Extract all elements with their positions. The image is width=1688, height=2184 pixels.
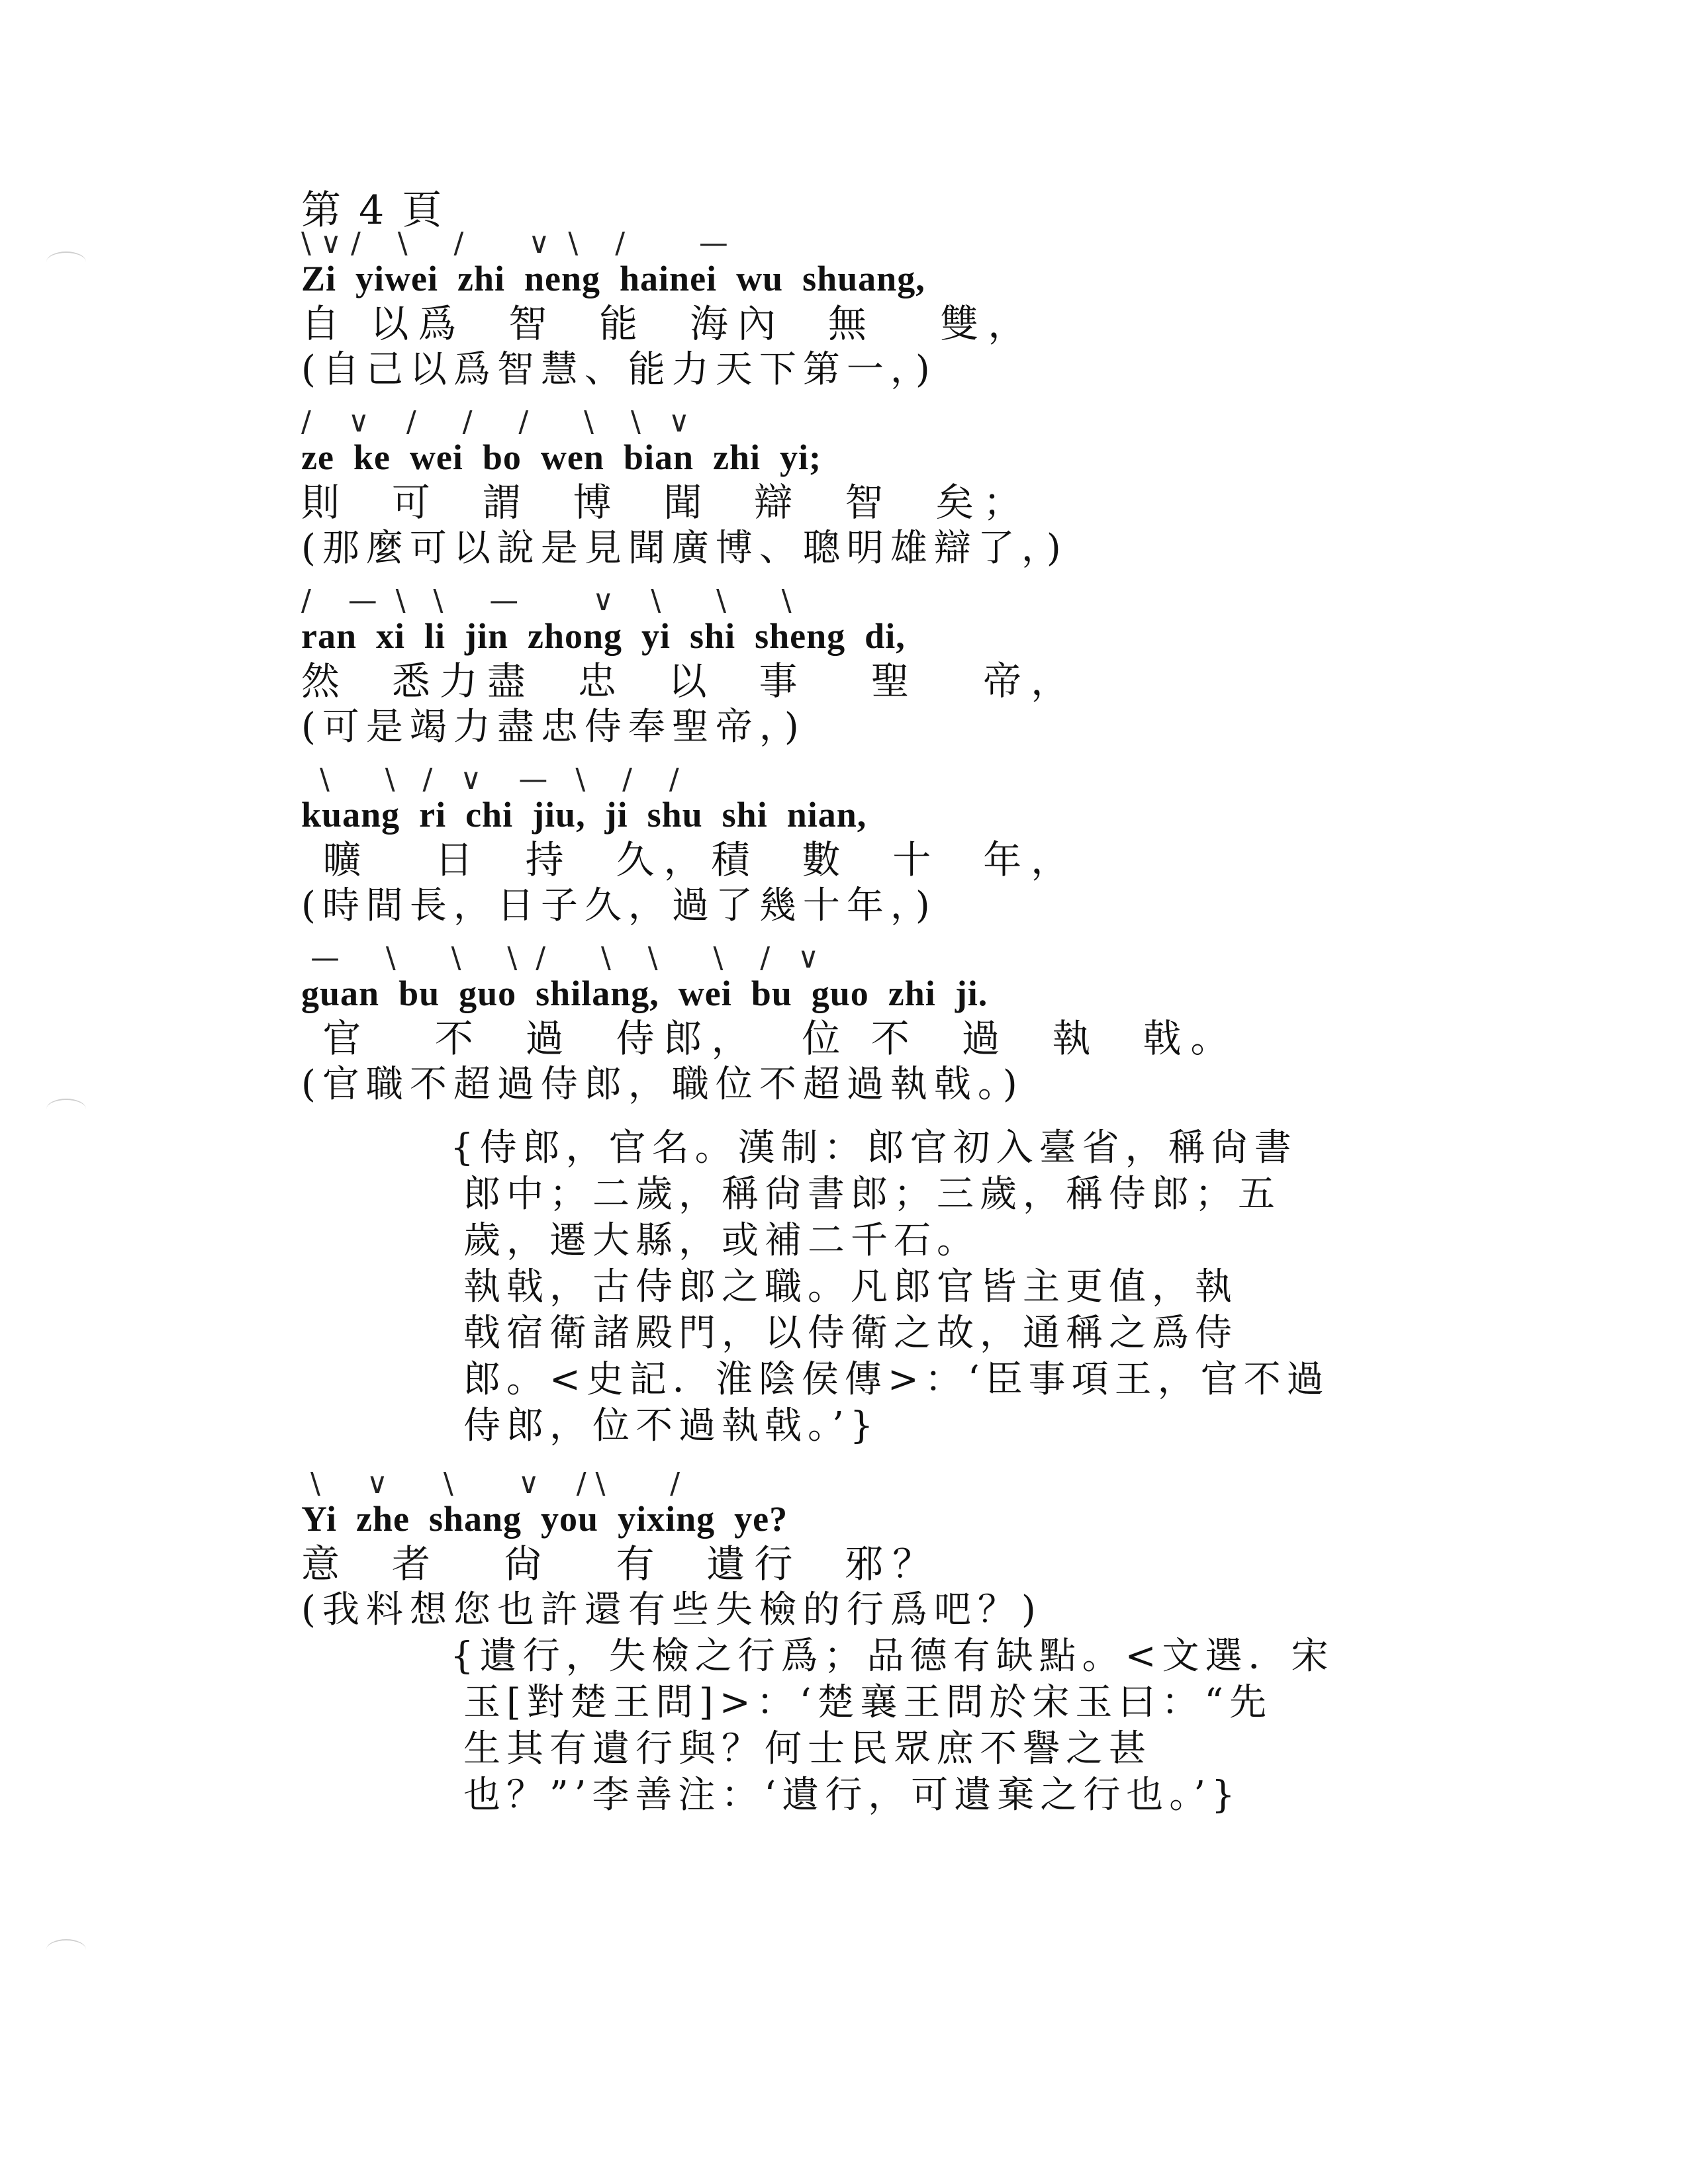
tone-marks: — \ \ \ / \ \ \ / ∨ (301, 941, 820, 975)
translation-line: (自己以爲智慧、能力天下第一，) (301, 348, 937, 391)
hanzi-line: 曠 日 持 久，積 數 十 年， (301, 837, 1079, 882)
hanzi-line: 則 可 謂 博 聞 辯 智 矣； (301, 480, 1031, 525)
annotation-line: 玉[對楚王問]>：‘楚襄王問於宋玉曰：“先 (463, 1681, 1273, 1724)
translation-line: (那麼可以說是見聞廣博、聰明雄辯了，) (301, 527, 1068, 570)
annotation-yixing (450, 1633, 1417, 1819)
translation-line: (官職不超過侍郎，職位不超過執戟。) (301, 1063, 1024, 1106)
annotation-line: {侍郎，官名。漢制：郎官初入臺省，稱尙書 (450, 1126, 1297, 1169)
translation-line: (我料想您也許還有些失檢的行爲吧？) (301, 1588, 1043, 1631)
translation-line: (可是竭力盡忠侍奉聖帝，) (301, 705, 806, 749)
page-number: 第 4 頁 (301, 187, 445, 234)
annotation-line: 生其有遺行與？何士民眾庶不譽之甚 (463, 1727, 1152, 1770)
stanza-2 (301, 405, 1460, 572)
hanzi-line: 自 以爲 智 能 海內 無 雙， (301, 301, 1036, 346)
stanza-3 (301, 584, 1460, 751)
stanza-6 (301, 1467, 1460, 1633)
pinyin-line: ran xi li jin zhong yi shi sheng di, (301, 616, 906, 656)
annotation-line: 執戟，古侍郎之職。凡郎官皆主更值，執 (463, 1265, 1238, 1308)
tone-marks: / — \ \ — ∨ \ \ \ (301, 584, 792, 617)
annotation-shilang (450, 1125, 1417, 1449)
hanzi-line: 意 者 尙 有 遺行 邪？ (301, 1541, 941, 1586)
hanzi-line: 官 不 過 侍郎， 位 不 過 執 戟。 (301, 1016, 1239, 1061)
annotation-line: 也？”’李善注：‘遺行，可遺棄之行也。’} (463, 1774, 1241, 1817)
pinyin-line: Zi yiwei zhi neng hainei wu shuang, (301, 259, 925, 298)
pinyin-line: Yi zhe shang you yixing ye? (301, 1499, 788, 1539)
annotation-line: 侍郎，位不過執戟。’} (463, 1404, 880, 1447)
punch-hole-mark (46, 1939, 86, 1960)
annotation-line: 郎。<史記．淮陰侯傳>：‘臣事項王，官不過 (463, 1358, 1330, 1401)
tone-marks: / ∨ / / / \ \ ∨ (301, 405, 690, 439)
annotation-line: 郎中；二歲，稱尙書郎；三歲，稱侍郎；五 (463, 1173, 1281, 1216)
stanza-1 (301, 226, 1460, 393)
punch-hole-mark (46, 251, 86, 273)
pinyin-line: kuang ri chi jiu, ji shu shi nian, (301, 795, 867, 835)
pinyin-line: ze ke wei bo wen bian zhi yi; (301, 437, 821, 477)
stanza-4 (301, 762, 1460, 929)
hanzi-line: 然 悉力盡 忠 以 事 聖 帝， (301, 659, 1079, 704)
stanza-5 (301, 941, 1460, 1108)
annotation-line: 戟宿衛諸殿門，以侍衛之故，通稱之爲侍 (463, 1312, 1238, 1355)
translation-line: (時間長，日子久，過了幾十年，) (301, 884, 937, 927)
annotation-line: {遺行，失檢之行爲；品德有缺點。<文選．宋 (450, 1635, 1335, 1678)
punch-hole-mark (46, 1099, 86, 1120)
tone-marks: \ \ / ∨ — \ / / (301, 762, 679, 796)
annotation-line: 歲，遷大縣，或補二千石。 (463, 1219, 980, 1262)
tone-marks: \ ∨ / \ / ∨ \ / — (301, 226, 728, 260)
pinyin-line: guan bu guo shilang, wei bu guo zhi ji. (301, 974, 988, 1013)
tone-marks: \ ∨ \ ∨ / \ / (301, 1467, 680, 1500)
